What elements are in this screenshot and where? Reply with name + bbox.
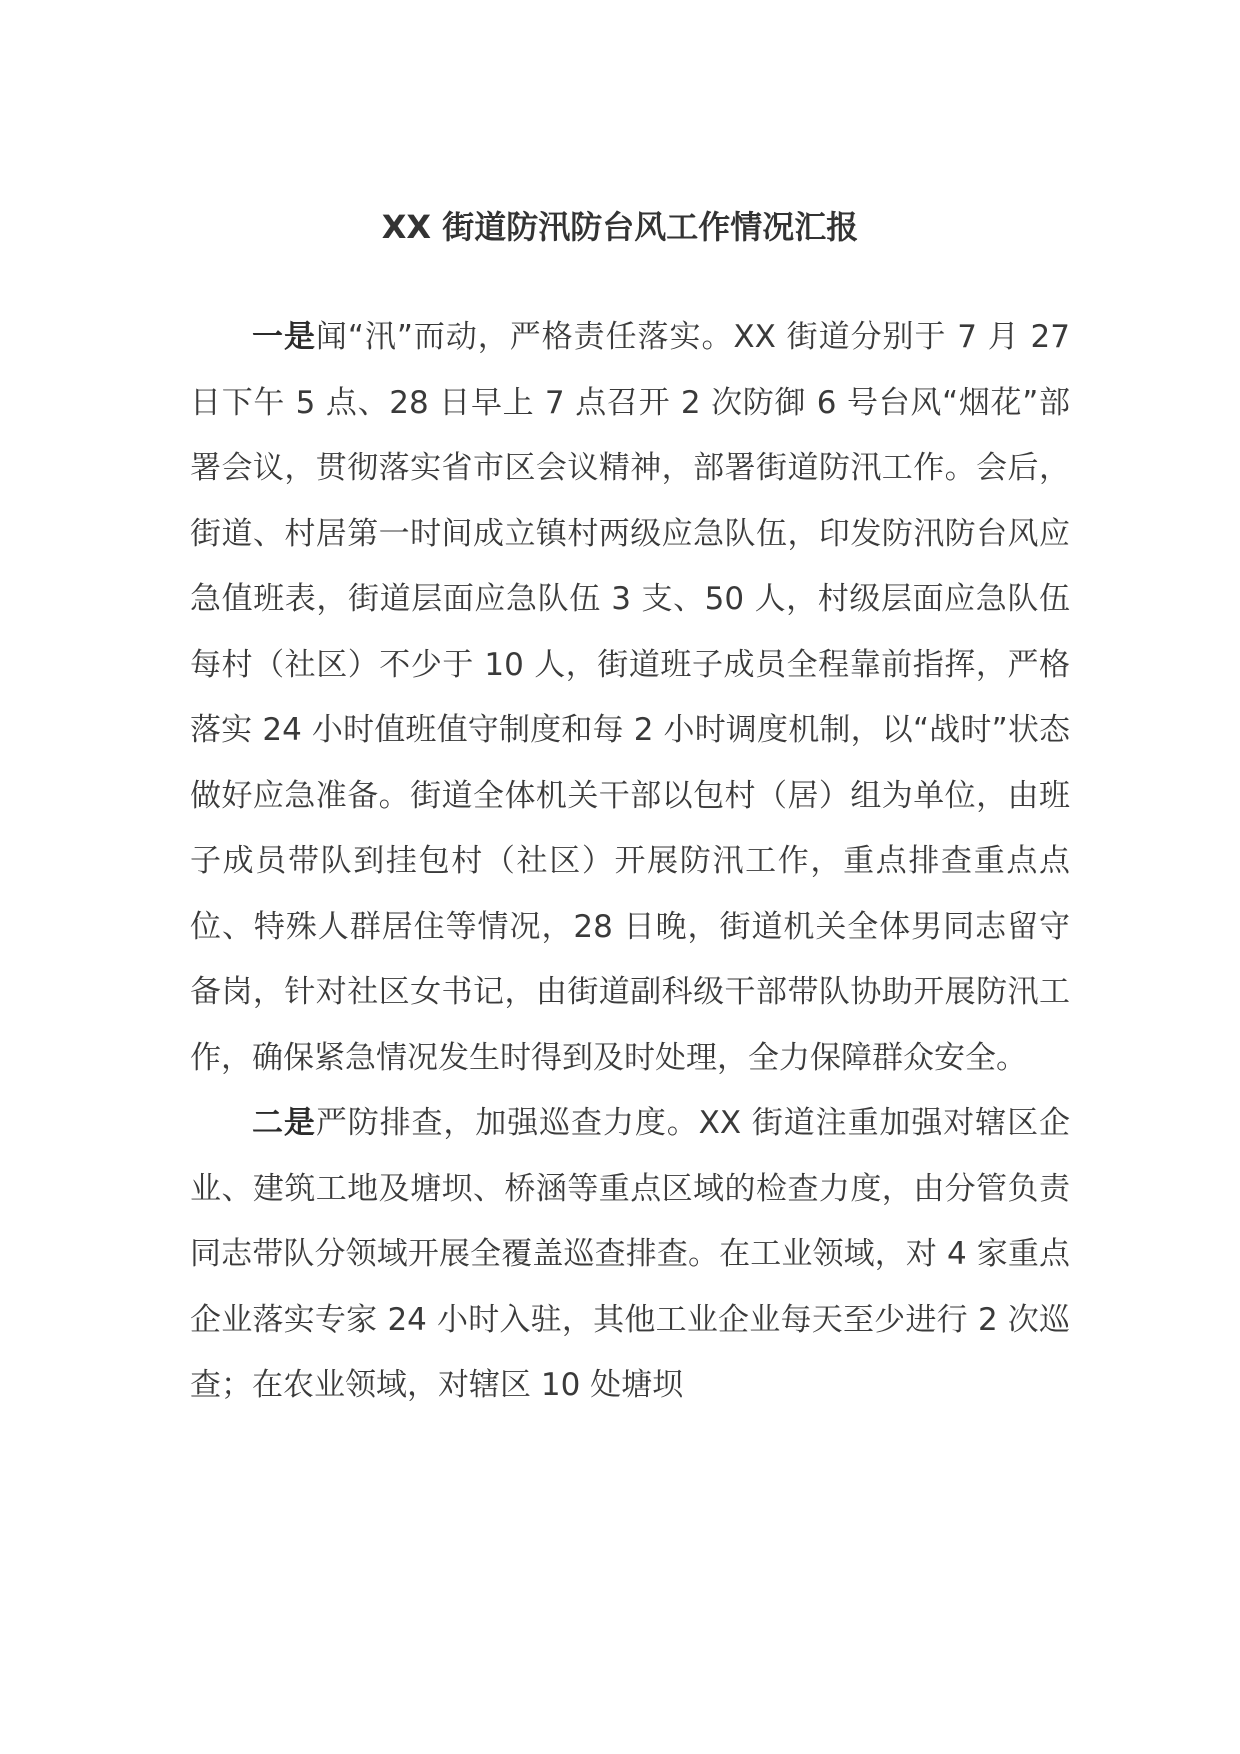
- paragraph-2: [190, 1091, 1070, 1419]
- paragraph-1: [190, 305, 1070, 1091]
- paragraph-2-lead: 二是: [252, 1105, 316, 1141]
- document-body: [190, 305, 1070, 1419]
- paragraph-1-text: 闻“汛”而动，严格责任落实。XX 街道分别于 7 月 27 日下午 5 点、28 日早上 7 点召开 2 次防御 6 号台风“烟花”部署会议，贯彻落实省市区会议精神，部署街道防汛工作。会后，街道、村居第一时间成立镇村两级应急队伍，印发防汛防台风应急值班表，街道层面应急队伍 3 支、50 人，村级层面应急队伍每村（社区）不少于 10 人，街道班子成员全程靠前指挥，严格落实 24 小时值班值守制度和每 2 小时调度机制，以“战时”状态做好应急准备。街道全体机关干部以包村（居）组为单位，由班子成员带队到挂包村（社区）开展防汛工作，重点排查重点点位、特殊人群居住等情况，28 日晚，街道机关全体男同志留守备岗，针对社区女书记，由街道副科级干部带队协助开展防汛工作，确保紧急情况发生时得到及时处理，全力保障群众安全。: [190, 319, 1071, 1076]
- paragraph-2-text: 严防排查，加强巡查力度。XX 街道注重加强对辖区企业、建筑工地及塘坝、桥涵等重点区域的检查力度，由分管负责同志带队分领域开展全覆盖巡查排查。在工业领域，对 4 家重点企业落实专家 24 小时入驻，其他工业企业每天至少进行 2 次巡查；在农业领域，对辖区 10 处塘坝: [190, 1105, 1071, 1403]
- document-title: XX 街道防汛防台风工作情况汇报: [381, 208, 859, 246]
- paragraph-1-lead: 一是: [252, 319, 316, 355]
